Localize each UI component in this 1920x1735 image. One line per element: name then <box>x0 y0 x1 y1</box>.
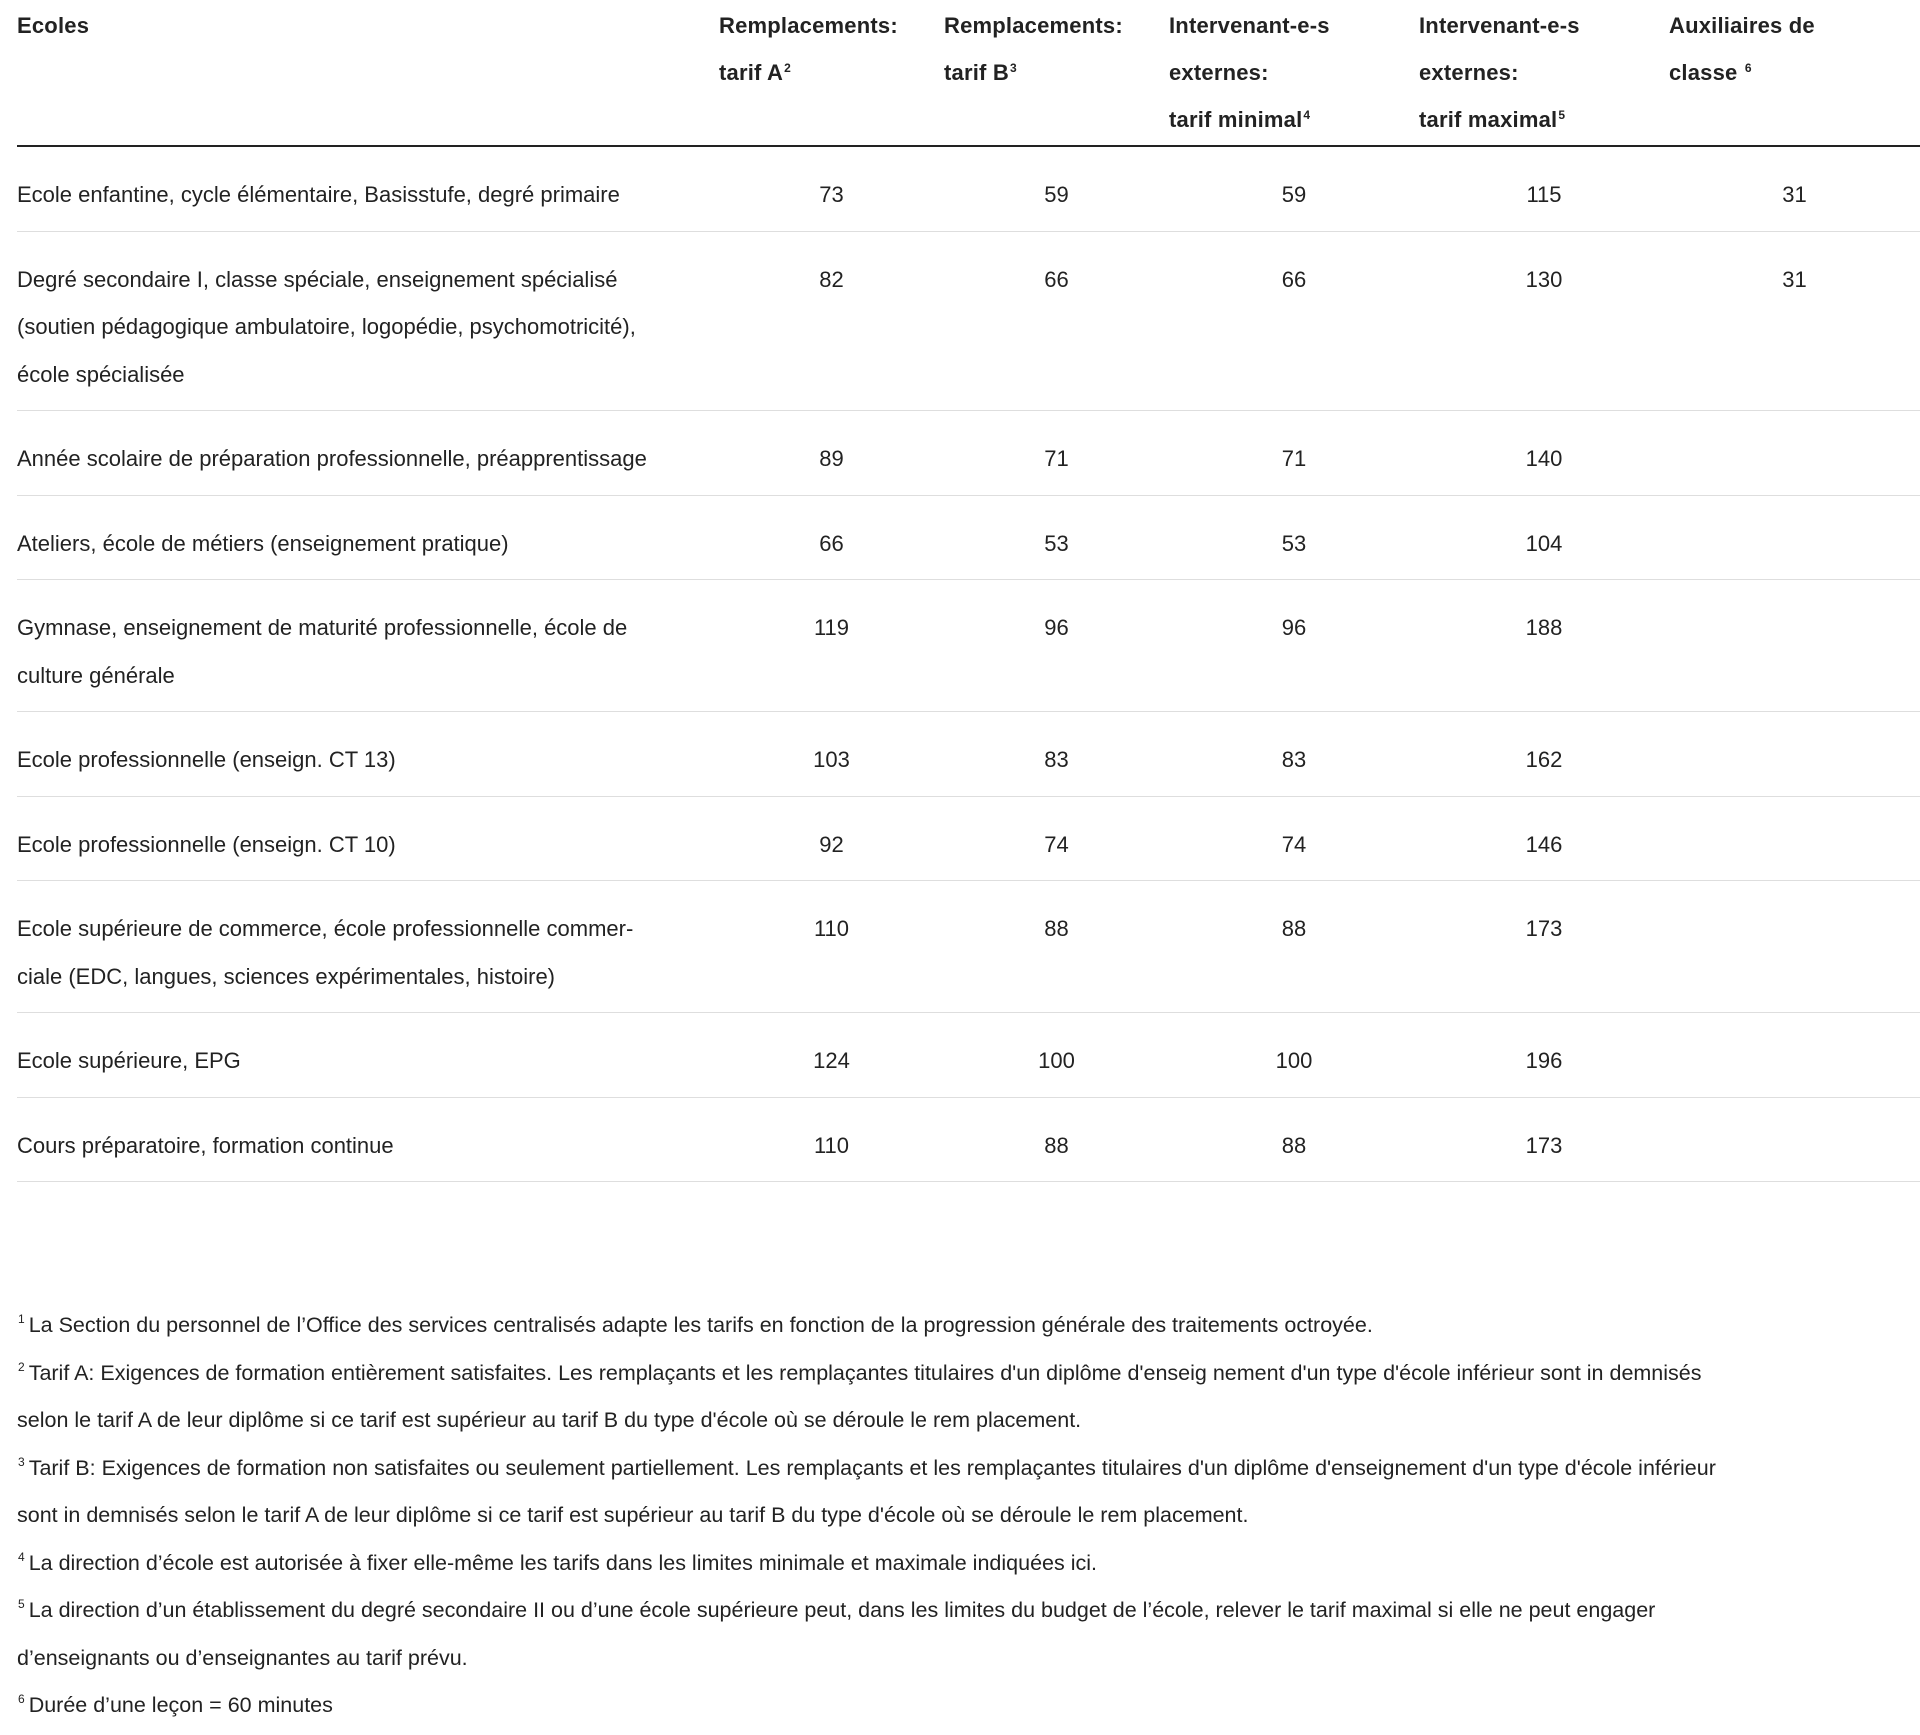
tariff-value-cell: 82 <box>719 231 944 411</box>
footnote-text: Tarif A: Exigences de formation entièrement satisfaites. Les remplaçants et les remplaçantes titulaires d'un diplôme d'enseig nement d'un type d'école inférieur sont in demnisés <box>28 1360 1702 1385</box>
school-type-cell <box>17 146 719 231</box>
tariff-value-cell: 66 <box>944 231 1169 411</box>
column-header-line: externes: <box>1169 60 1269 85</box>
tariff-value-cell: 31 <box>1669 146 1920 231</box>
school-type-line: Cours préparatoire, formation continue <box>17 1132 394 1158</box>
footnote-text: La direction d’un établissement du degré secondaire II ou d’une école supérieure peut, dans les limites du budget de l’école, relever le tarif maximal si elle ne peut engager <box>28 1598 1656 1622</box>
column-header-line: Intervenant-e-s <box>1169 13 1330 38</box>
tariff-value-cell: 130 <box>1419 231 1669 411</box>
tariff-value-cell: 92 <box>719 796 944 881</box>
footnote-line <box>17 1492 1907 1540</box>
tariff-value-cell: 66 <box>719 495 944 580</box>
column-header-line: tarif A <box>719 60 784 85</box>
footnote-mark: 1 <box>18 1312 25 1326</box>
tariff-value-cell: 73 <box>719 146 944 231</box>
tariff-value-cell: 88 <box>1169 1097 1419 1182</box>
footnote-line <box>17 1540 1907 1588</box>
column-header-line: tarif B <box>944 60 1009 85</box>
table-row <box>17 146 1920 231</box>
table-row <box>17 580 1920 712</box>
column-header <box>17 0 719 146</box>
footnote-text: sont in demnisés selon le tarif A de leur diplôme si ce tarif est supérieur au tarif B du type d'école où se déroule le rem placement. <box>17 1503 1249 1527</box>
footnote-line <box>17 1445 1907 1493</box>
school-type-cell <box>17 1097 719 1182</box>
tariff-value-cell: 71 <box>944 411 1169 496</box>
tariff-value-cell: 71 <box>1169 411 1419 496</box>
column-header <box>719 0 944 146</box>
tariff-value-cell <box>1669 495 1920 580</box>
tariff-value-cell: 89 <box>719 411 944 496</box>
footnote-ref: 4 <box>1303 108 1311 122</box>
footnotes <box>17 1302 1907 1730</box>
table-row <box>17 495 1920 580</box>
column-header <box>1419 0 1669 146</box>
tariff-value-cell: 162 <box>1419 712 1669 797</box>
school-type-line: Ecole supérieure, EPG <box>17 1048 241 1073</box>
tariff-value-cell: 74 <box>1169 796 1419 881</box>
footnote-mark: 4 <box>18 1549 25 1564</box>
footnote-text: Tarif B: Exigences de formation non satisfaites ou seulement partiellement. Les remplaçants et les remplaçantes titulaires d'un diplôme d'enseignement d'un type d'école inférieur <box>28 1455 1716 1480</box>
tariff-value-cell: 146 <box>1419 796 1669 881</box>
school-type-line: Ecole supérieure de commerce, école professionnelle commer- <box>17 916 634 941</box>
school-type-line: Ecole professionnelle (enseign. CT 13) <box>17 747 396 772</box>
tariff-value-cell: 53 <box>1169 495 1419 580</box>
header-row <box>17 0 1920 146</box>
column-header-line: classe <box>1669 60 1744 85</box>
footnote-mark: 3 <box>18 1454 25 1469</box>
tariff-table <box>17 0 1920 1182</box>
column-header <box>1169 0 1419 146</box>
tariff-value-cell: 140 <box>1419 411 1669 496</box>
tariff-value-cell: 88 <box>944 881 1169 1013</box>
footnote-line <box>17 1397 1907 1445</box>
tariff-value-cell <box>1669 712 1920 797</box>
tariff-value-cell: 31 <box>1669 231 1920 411</box>
tariff-value-cell: 88 <box>944 1097 1169 1182</box>
tariff-value-cell: 110 <box>719 881 944 1013</box>
footnote-text: La direction d’école est autorisée à fixer elle-même les tarifs dans les limites minimale et maximale indiquées ici. <box>28 1550 1097 1575</box>
column-header-line: Remplacements: <box>719 13 898 38</box>
school-type-line: culture générale <box>17 662 175 688</box>
tariff-value-cell: 74 <box>944 796 1169 881</box>
footnote-line <box>17 1587 1907 1635</box>
tariff-value-cell: 66 <box>1169 231 1419 411</box>
tariff-value-cell: 188 <box>1419 580 1669 712</box>
table-header <box>17 0 1920 146</box>
column-header-line: tarif minimal <box>1169 107 1303 132</box>
footnote-line <box>17 1350 1907 1398</box>
tariff-value-cell: 96 <box>944 580 1169 712</box>
tariff-value-cell: 110 <box>719 1097 944 1182</box>
footnote-mark: 6 <box>18 1692 25 1706</box>
tariff-value-cell <box>1669 1097 1920 1182</box>
tariff-value-cell: 59 <box>944 146 1169 231</box>
tariff-value-cell: 96 <box>1169 580 1419 712</box>
column-header-line: Auxiliaires de <box>1669 13 1815 38</box>
footnote-line <box>17 1682 1907 1730</box>
column-header <box>1669 0 1920 146</box>
table-row <box>17 411 1920 496</box>
table-row <box>17 712 1920 797</box>
footnote-ref: 3 <box>1009 61 1017 75</box>
school-type-cell <box>17 495 719 580</box>
school-type-cell <box>17 881 719 1013</box>
tariff-value-cell: 119 <box>719 580 944 712</box>
footnote-line <box>17 1302 1907 1350</box>
tariff-value-cell: 100 <box>944 1013 1169 1098</box>
table-row <box>17 231 1920 411</box>
table-row <box>17 881 1920 1013</box>
school-type-line: (soutien pédagogique ambulatoire, logopédie, psychomotricité), <box>17 314 636 339</box>
school-type-cell <box>17 411 719 496</box>
school-type-cell <box>17 712 719 797</box>
tariff-value-cell <box>1669 881 1920 1013</box>
tariff-value-cell: 103 <box>719 712 944 797</box>
school-type-line: Ateliers, école de métiers (enseignement pratique) <box>17 530 509 556</box>
tariff-value-cell <box>1669 796 1920 881</box>
footnote-mark: 5 <box>18 1597 25 1611</box>
table-row <box>17 1097 1920 1182</box>
tariff-value-cell: 100 <box>1169 1013 1419 1098</box>
tariff-value-cell: 173 <box>1419 1097 1669 1182</box>
table-row <box>17 1013 1920 1098</box>
school-type-cell <box>17 796 719 881</box>
school-type-cell <box>17 231 719 411</box>
footnote-text: d’enseignants ou d’enseignantes au tarif prévu. <box>17 1645 468 1670</box>
table-body <box>17 146 1920 1182</box>
tariff-value-cell: 196 <box>1419 1013 1669 1098</box>
footnote-text: selon le tarif A de leur diplôme si ce tarif est supérieur au tarif B du type d'école où se déroule le rem placement. <box>17 1408 1082 1432</box>
footnote-mark: 2 <box>18 1359 25 1374</box>
school-type-cell <box>17 580 719 712</box>
column-header <box>944 0 1169 146</box>
column-header-line: Ecoles <box>17 13 90 38</box>
footnote-text: La Section du personnel de l’Office des services centralisés adapte les tarifs en fonction de la progression générale des traitements octroyée. <box>28 1313 1373 1337</box>
tariff-value-cell: 88 <box>1169 881 1419 1013</box>
column-header-line: tarif maximal <box>1419 107 1558 132</box>
school-type-line: Ecole professionnelle (enseign. CT 10) <box>17 831 396 857</box>
footnote-text: Durée d’une leçon = 60 minutes <box>28 1693 333 1717</box>
tariff-value-cell <box>1669 580 1920 712</box>
school-type-line: Degré secondaire I, classe spéciale, enseignement spécialisé <box>17 266 618 292</box>
tariff-value-cell: 59 <box>1169 146 1419 231</box>
tariff-value-cell <box>1669 411 1920 496</box>
tariff-value-cell: 124 <box>719 1013 944 1098</box>
footnote-ref: 2 <box>784 61 792 75</box>
school-type-line: ciale (EDC, langues, sciences expérimentales, histoire) <box>17 963 556 989</box>
footnote-ref: 6 <box>1744 61 1752 75</box>
tariff-value-cell <box>1669 1013 1920 1098</box>
tariff-value-cell: 173 <box>1419 881 1669 1013</box>
tariff-value-cell: 104 <box>1419 495 1669 580</box>
footnote-line <box>17 1635 1907 1683</box>
column-header-line: Remplacements: <box>944 13 1123 38</box>
tariff-value-cell: 115 <box>1419 146 1669 231</box>
school-type-line: Année scolaire de préparation professionnelle, préapprentissage <box>17 446 647 471</box>
school-type-line: Gymnase, enseignement de maturité professionnelle, école de <box>17 615 628 640</box>
school-type-line: Ecole enfantine, cycle élémentaire, Basisstufe, degré primaire <box>17 182 620 207</box>
footnote-ref: 5 <box>1558 108 1566 122</box>
column-header-line: Intervenant-e-s <box>1419 13 1580 38</box>
column-header-line: externes: <box>1419 60 1519 85</box>
tariff-value-cell: 83 <box>1169 712 1419 797</box>
table-row <box>17 796 1920 881</box>
school-type-line: école spécialisée <box>17 361 185 387</box>
document-page <box>17 0 1920 1182</box>
tariff-value-cell: 53 <box>944 495 1169 580</box>
school-type-cell <box>17 1013 719 1098</box>
tariff-value-cell: 83 <box>944 712 1169 797</box>
